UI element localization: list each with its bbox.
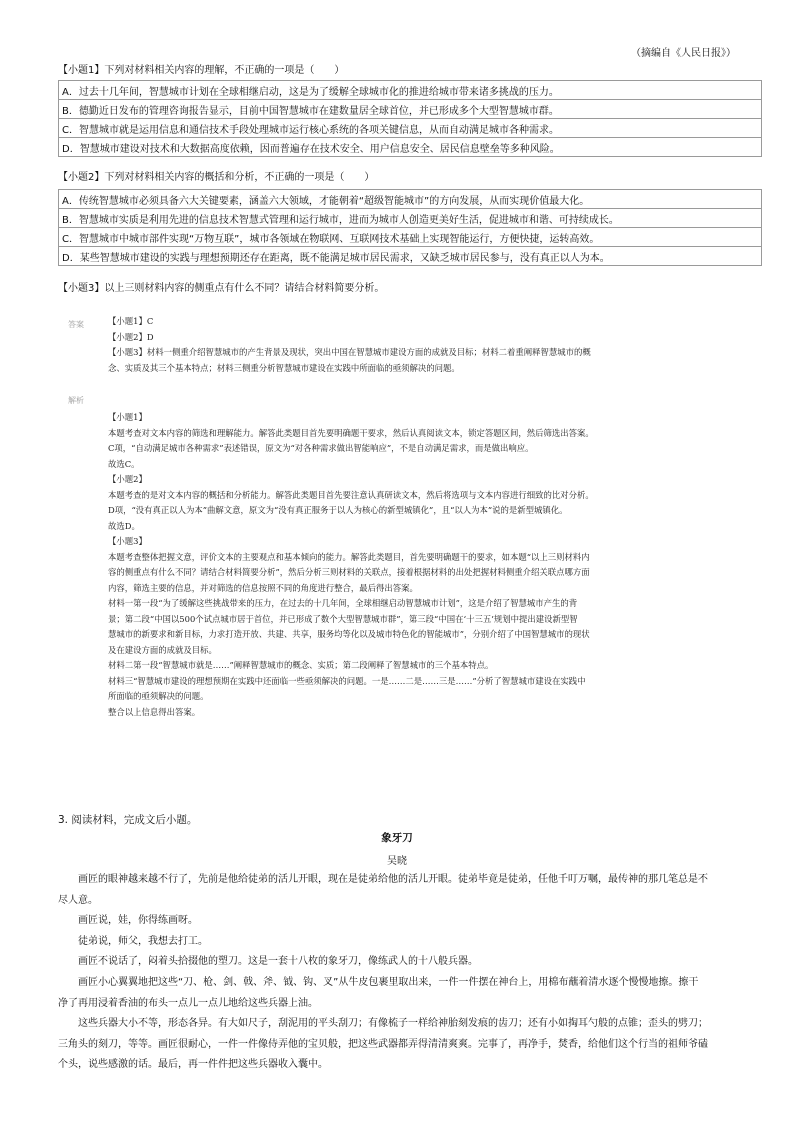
section3-heading: 3. 阅读材料，完成文后小题。 (58, 814, 198, 826)
story-author: 吴晓 (387, 856, 407, 867)
analysis-line: 内容，筛选主要的信息，并对筛选的信息按照不同的角度进行整合，最后得出答案。 (108, 582, 418, 593)
story-body (58, 870, 764, 1076)
analysis-line: 材料三“智慧城市建设的理想预期在实践中还面临一些亟须解决的问题。一是……二是……三是……”分析了智慧城市建设在实践中 (108, 675, 586, 686)
q1-option-d[interactable]: D．智慧城市建设对技术和大数据高度依赖，因而普遍存在技术安全、用户信息安全、居民信息壁垒等多种风险。 (59, 138, 762, 157)
story-line: 徒弟说，师父，我想去打工。 (58, 935, 208, 947)
story-line: 尽人意。 (58, 894, 98, 906)
analysis-label: 解析 (68, 396, 84, 405)
analysis-block (108, 410, 733, 720)
analysis-line: 材料一第一段“为了缓解这些挑战带来的压力，在过去的十几年间，全球相继启动智慧城市计划”，这是介绍了智慧城市产生的背 (108, 598, 578, 608)
q2-stem: 【小题2】下列对材料相关内容的概括和分析，不正确的一项是（ ） (58, 172, 375, 183)
answer-label: 答案 (68, 320, 84, 329)
q2-options-table (58, 189, 762, 266)
q2-option-a[interactable]: A．传统智慧城市必须具备六大关键要素，涵盖六大领域，才能朝着“超级智能城市”的方向发展，从而实现价值最大化。 (59, 190, 762, 209)
q1-options-table (58, 80, 762, 157)
q3-stem: 【小题3】以上三则材料内容的侧重点有什么不同？请结合材料简要分析。 (58, 283, 385, 294)
analysis-line: 所面临的亟须解决的问题。 (108, 691, 209, 701)
story-title: 象牙刀 (381, 832, 413, 844)
analysis-line: D项，“没有真正以人为本”曲解文意，原文为“没有真正服务于以人为核心的新型城镇化”，且“以人为本”说的是新型城镇化。 (108, 505, 568, 515)
answer-line: 念、实质及其三个基本特点；材料三侧重分析智慧城市建设在实践中所面临的亟须解决的问题。 (108, 362, 460, 373)
q1-option-c[interactable]: C．智慧城市就是运用信息和通信技术手段处理城市运行核心系统的各项关键信息，从而自动满足城市各种需求。 (59, 119, 762, 138)
q2-option-b[interactable]: B．智慧城市实质是利用先进的信息技术智慧式管理和运行城市，进而为城市人创造更美好生活，促进城市和谐、可持续成长。 (59, 209, 762, 228)
analysis-line: 景；第二段“中国以500个试点城市居于首位，并已形成了数个大型智慧城市群”，第三段“中国在‘十三五’规划中提出建设新型智 (108, 613, 578, 624)
analysis-line: 故选D。 (108, 520, 140, 531)
analysis-line: 【小题1】 (108, 412, 147, 422)
analysis-line: 本题考查对文本内容的筛选和理解能力。解答此类题目首先要明确题干要求，然后认真阅读文本，锁定答题区间，然后筛选出答案。 (108, 427, 594, 438)
story-line: 个头，说些感激的话。最后，再一件件把这些兵器收入囊中。 (58, 1059, 328, 1071)
answer-block (108, 314, 733, 376)
analysis-line: 本题考查的是对文本内容的概括和分析能力。解答此类题目首先要注意认真研读文本，然后将选项与文本内容进行细致的比对分析。 (108, 489, 594, 500)
analysis-line: 【小题3】 (108, 536, 147, 546)
analysis-line: 本题考查整体把握文意，评价文本的主要观点和基本倾向的能力。解答此类题目，首先要明确题干的要求，如本题“以上三则材料内 (108, 551, 590, 562)
analysis-line: 整合以上信息得出答案。 (108, 706, 201, 717)
story-line: 净了再用浸着香油的布头一点儿一点儿地给这些兵器上油。 (58, 997, 318, 1009)
analysis-line: 及在建设方面的成就及目标。 (108, 644, 217, 655)
story-line: 画匠的眼神越来越不行了，先前是他给徒弟的活儿开眼，现在是徒弟给他的活儿开眼。徒弟毕竟是徒弟，任他千叮万嘱，最传神的那几笔总是不 (58, 874, 708, 885)
q1-option-b[interactable]: B．德勤近日发布的管理咨询报告显示，目前中国智慧城市在建数量居全球首位，并已形成多个大型智慧城市群。 (59, 100, 762, 119)
story-line: 画匠不说话了，闷着头拾掇他的塑刀。这是一套十八枚的象牙刀，像练武人的十八般兵器。 (58, 956, 478, 968)
q2-option-d[interactable]: D．某些智慧城市建设的实践与理想预期还存在距离，既不能满足城市居民需求，又缺乏城市居民参与，没有真正以人为本。 (59, 247, 762, 266)
analysis-line: 故选C。 (108, 458, 140, 469)
story-line: 画匠说，娃，你得练画呀。 (58, 915, 198, 927)
q1-stem: 【小题1】下列对材料相关内容的理解，不正确的一项是（ ） (58, 65, 345, 76)
story-line: 三角头的刻刀，等等。画匠很耐心，一件一件像侍弄他的宝贝般，把这些武器都弄得清清爽爽。完事了，再净手，焚香，给他们这个行当的祖师爷磕 (58, 1038, 708, 1050)
analysis-line: 容的侧重点有什么不同？请结合材料简要分析”，然后分析三则材料的关联点，接着根据材料的出处把握材料侧重介绍关联点哪方面 (108, 567, 590, 577)
answer-line: 【小题3】材料一侧重介绍智慧城市的产生背景及现状，突出中国在智慧城市建设方面的成就及目标；材料二着重阐释智慧城市的概 (108, 347, 591, 357)
analysis-line: 慧城市的新要求和新目标，力求打造开放、共建、共享，服务均等化以及城市特色化的智能城市”，分别介绍了中国智慧城市的现状 (108, 629, 590, 639)
analysis-line: 【小题2】 (108, 474, 147, 484)
answer-line: 【小题1】C (108, 316, 154, 326)
source-note: （摘编自《人民日报》） (631, 48, 736, 59)
story-line: 这些兵器大小不等，形态各异。有大如尺子，刮泥用的平头刮刀；有像梳子一样给神胎刻发痕的齿刀；还有小如掏耳勺般的点锥；歪头的劈刀； (58, 1018, 708, 1030)
analysis-line: C项，“自动满足城市各种需求”表述错误，原文为“对各种需求做出智能响应”，不是自动满足需求，而是做出响应。 (108, 443, 534, 453)
answer-line: 【小题2】D (108, 331, 154, 342)
q1-option-a[interactable]: A．过去十几年间，智慧城市计划在全球相继启动，这是为了缓解全球城市化的推进给城市带来诸多挑战的压力。 (59, 81, 762, 100)
analysis-line: 材料二第一段“智慧城市就是……”阐释智慧城市的概念、实质；第二段阐释了智慧城市的三个基本特点。 (108, 660, 494, 670)
story-line: 画匠小心翼翼地把这些“刀、枪、剑、戟、斧、钺、钩、叉”从牛皮包裹里取出来，一件一件摆在神台上，用棉布蘸着清水逐个慢慢地擦。擦干 (58, 976, 699, 988)
q2-option-c[interactable]: C．智慧城市中城市部件实现“万物互联”，城市各领域在物联网、互联网技术基础上实现智能运行，方便快捷，运转高效。 (59, 228, 762, 247)
